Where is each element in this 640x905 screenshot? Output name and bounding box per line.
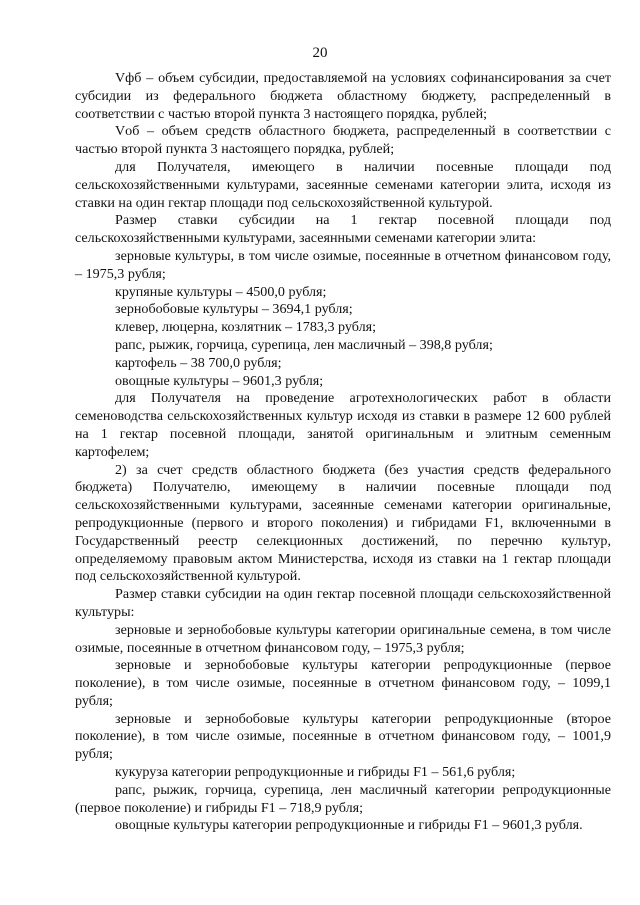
paragraph: Vоб – объем средств областного бюджета, распределенный в соответствии с частью второй пункта 3 настоящего порядка, рублей; [75, 123, 611, 158]
list-item: картофель – 38 700,0 рубля; [115, 354, 282, 371]
list-item: рапс, рыжик, горчица, сурепица, лен масличный категории репродукционные (первое поколение) и гибриды F1 – 718,9 рубля; [75, 781, 611, 816]
list-item: зерновые культуры, в том числе озимые, посеянные в отчетном финансовом году, – 1975,3 рубля; [75, 247, 611, 282]
list-item: клевер, люцерна, козлятник – 1783,3 рубля; [115, 319, 377, 336]
list-item: рапс, рыжик, горчица, сурепица, лен масличный – 398,8 рубля; [115, 336, 493, 353]
paragraph: для Получателя, имеющего в наличии посевные площади под сельскохозяйственными культурами, засеянные семенами категории элита, исходя из ставки на один гектар площади под сельскохозяйственной культурой. [75, 158, 611, 211]
paragraph: Vфб – объем субсидии, предоставляемой на условиях софинансирования за счет субсидии из федерального бюджета областному бюджету, распределенный в соответствии с частью второй пункта 3 настоящего порядка, рублей; [75, 70, 611, 122]
paragraph: 2) за счет средств областного бюджета (без участия средств федерального бюджета) Получателю, имеющему в наличии посевные площади под сельскохозяйственными культурами, засеянные семенами категории оригинальные, репродукционные (первого и второго поколения) и гибридами F1, включенными в Государственный реестр селекционных достижений, по перечню культур, определяемому правовым актом Министерства, исходя из ставки на 1 гектар площади под сельскохозяйственной культурой. [75, 461, 611, 585]
list-item: зерновые и зернобобовые культуры категории оригинальные семена, в том числе озимые, посеянные в отчетном финансовом году, – 1975,3 рубля; [75, 621, 611, 656]
list-item: зернобобовые культуры – 3694,1 рубля; [115, 301, 353, 318]
list-item: крупяные культуры – 4500,0 рубля; [115, 283, 327, 300]
document-body [75, 70, 611, 835]
paragraph: для Получателя на проведение агротехнологических работ в области семеноводства сельскохозяйственных культур исходя из ставки в размере 12 600 рублей на 1 гектар посевной площади, занятой оригинальным и элитным семенным картофелем; [75, 390, 611, 460]
list-item: овощные культуры – 9601,3 рубля; [115, 372, 324, 389]
list-item: зерновые и зернобобовые культуры категории репродукционные (второе поколение), в том числе озимые, посеянные в отчетном финансовом году, – 1001,9 рубля; [75, 710, 611, 763]
paragraph: Размер ставки субсидии на 1 гектар посевной площади под сельскохозяйственными культурами, засеянными семенами категории элита: [75, 212, 611, 247]
paragraph: Размер ставки субсидии на один гектар посевной площади сельскохозяйственной культуры: [75, 586, 611, 620]
list-item: овощные культуры категории репродукционные и гибриды F1 – 9601,3 рубля. [115, 817, 583, 834]
list-item: зерновые и зернобобовые культуры категории репродукционные (первое поколение), в том числе озимые, посеянные в отчетном финансовом году, – 1099,1 рубля; [75, 657, 611, 709]
list-item: кукуруза категории репродукционные и гибриды F1 – 561,6 рубля; [115, 764, 516, 781]
page-number: 20 [312, 45, 328, 61]
